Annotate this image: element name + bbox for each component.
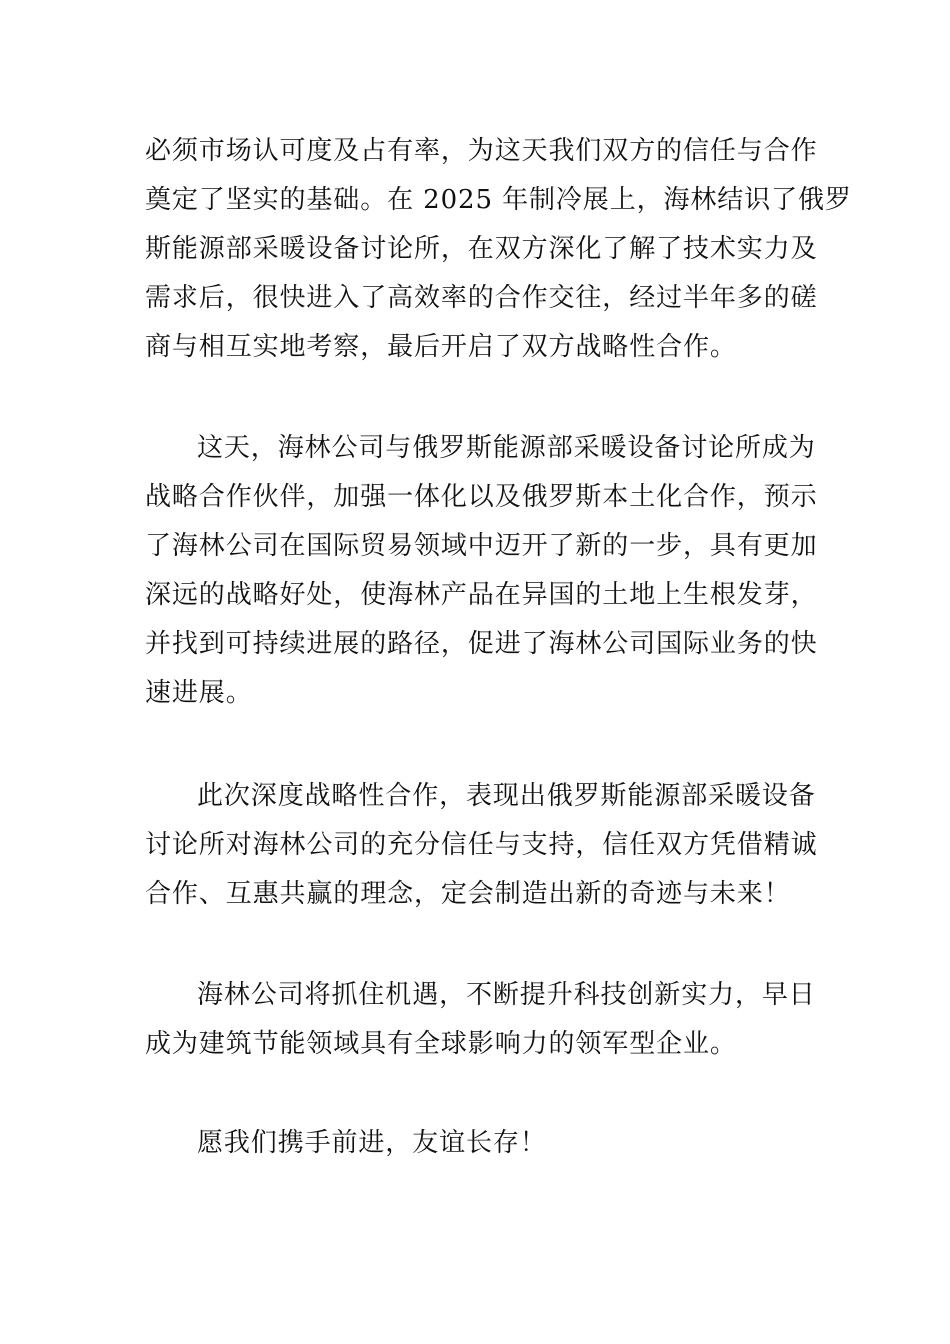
paragraph-4 — [145, 971, 816, 1069]
paragraph-5 — [145, 1119, 810, 1168]
text-line: 必须市场认可度及占有率，为这天我们双方的信任与合作 — [145, 136, 818, 166]
text-line: 并找到可持续进展的路径，促进了海林公司国际业务的快 — [145, 629, 818, 659]
text-line: 海林公司将抓住机遇，不断提升科技创新实力，早日 — [197, 980, 816, 1010]
text-line: 深远的战略好处，使海林产品在异国的土地上生根发芽， — [145, 580, 818, 610]
paragraph-3 — [145, 772, 818, 919]
paragraph-2 — [145, 424, 818, 718]
text-line: 需求后，很快进入了高效率的合作交往，经过半年多的磋 — [145, 283, 818, 313]
text-line: 此次深度战略性合作，表现出俄罗斯能源部采暖设备 — [197, 781, 816, 811]
text-line: 奠定了坚实的基础。在 2025 年制冷展上，海林结识了俄罗 — [145, 185, 852, 215]
text-line: 商与相互实地考察，最后开启了双方战略性合作。 — [145, 332, 737, 362]
text-line: 讨论所对海林公司的充分信任与支持，信任双方凭借精诚 — [145, 830, 818, 860]
text-line: 这天，海林公司与俄罗斯能源部采暖设备讨论所成为 — [197, 433, 816, 463]
text-line: 愿我们携手前进，友谊长存！ — [197, 1128, 547, 1158]
text-line: 战略合作伙伴，加强一体化以及俄罗斯本土化合作，预示 — [145, 482, 818, 512]
paragraph-1 — [145, 127, 852, 372]
text-line: 了海林公司在国际贸易领域中迈开了新的一步，具有更加 — [145, 531, 818, 561]
text-line: 成为建筑节能领域具有全球影响力的领军型企业。 — [145, 1029, 737, 1059]
text-line: 速进展。 — [145, 678, 253, 708]
text-line: 合作、互惠共赢的理念，定会制造出新的奇迹与未来！ — [145, 879, 791, 909]
text-line: 斯能源部采暖设备讨论所，在双方深化了解了技术实力及 — [145, 234, 818, 264]
